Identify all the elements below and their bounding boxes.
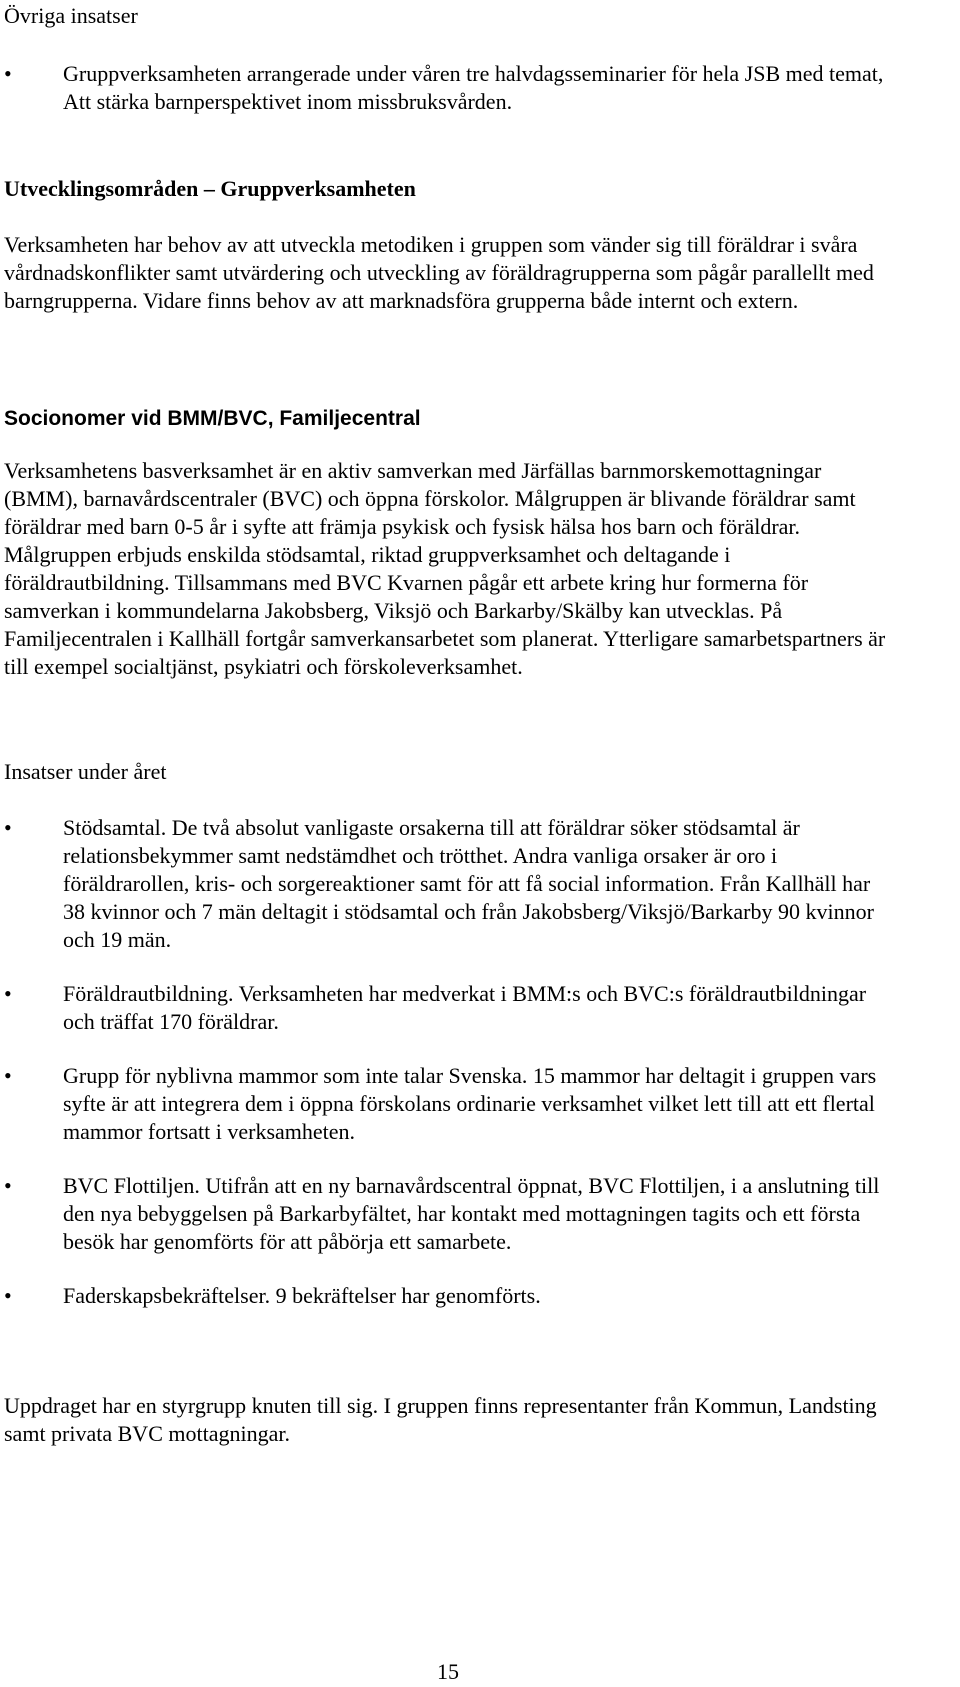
section-heading-ovriga-insatser: Övriga insatser [4, 3, 138, 28]
list-item-text: Stödsamtal. De två absolut vanligaste orsakerna till att föräldrar söker stödsamtal är relationsbekymmer samt nedstämdhet och trötthet. Andra vanliga orsaker är oro i föräldrarollen, kris- och sorgereaktioner samt för att få social information. Från Kallhäll har 38 kvinnor och 7 män deltagit i stödsamtal och från Jakobsberg/Viksjö/Barkarby 90 kvinnor och 19 män. [63, 815, 874, 952]
insatser-under-aret-list [4, 814, 894, 1310]
section-heading-socionomer: Socionomer vid BMM/BVC, Familjecentral [4, 407, 421, 430]
list-item [4, 1172, 894, 1256]
list-item-text: BVC Flottiljen. Utifrån att en ny barnavårdscentral öppnat, BVC Flottiljen, i a anslutning till den nya bebyggelsen på Barkarbyfältet, har kontakt med mottagningen tagits och ett första besök har genomförts för att påbörja ett samarbete. [63, 1173, 880, 1254]
list-item-text: Faderskapsbekräftelser. 9 bekräftelser har genomförts. [63, 1283, 541, 1308]
ovriga-insatser-list [4, 60, 884, 116]
list-item [4, 1282, 894, 1310]
list-item-text: Grupp för nyblivna mammor som inte talar Svenska. 15 mammor har deltagit i gruppen vars syfte är att integrera dem i öppna förskolans ordinarie verksamhet vilket lett till att ett flertal mammor fortsatt i verksamheten. [63, 1063, 877, 1144]
socionomer-body: Verksamhetens basverksamhet är en aktiv samverkan med Järfällas barnmorskemottagningar (BMM), barnavårdscentraler (BVC) och öppna förskolor. Målgruppen är blivande föräldrar samt föräldrar med barn 0-5 år i syfte att främja psykisk och fysisk hälsa hos barn och föräldrar. Målgruppen erbjuds enskilda stödsamtal, riktad gruppverksamhet och deltagande i föräldrautbildning. Tillsammans med BVC Kvarnen pågår ett arbete kring hur formerna för samverkan i kommundelarna Jakobsberg, Viksjö och Barkarby/Skälby kan utvecklas. På Familjecentralen i Kallhäll fortgår samverkansarbetet som planerat. Ytterligare samarbetspartners är till exempel socialtjänst, psykiatri och förskoleverksamhet. [4, 458, 886, 679]
list-item [4, 1062, 894, 1146]
utvecklingsomraden-body: Verksamheten har behov av att utveckla metodiken i gruppen som vänder sig till föräldrar i svåra vårdnadskonflikter samt utvärdering och utveckling av föräldragrupperna som pågår parallellt med barngrupperna. Vidare finns behov av att marknadsföra grupperna både internt och extern. [4, 232, 874, 313]
list-item-text: Föräldrautbildning. Verksamheten har medverkat i BMM:s och BVC:s föräldrautbildningar och träffat 170 föräldrar. [63, 981, 867, 1034]
bullet-icon: • [4, 61, 12, 86]
section-heading-insatser-under-aret: Insatser under året [4, 759, 167, 784]
bullet-icon: • [4, 981, 12, 1006]
section-heading-utvecklingsomraden: Utvecklingsområden – Gruppverksamheten [4, 176, 416, 201]
page-number: 15 [437, 1659, 459, 1684]
list-item [4, 60, 884, 116]
bullet-icon: • [4, 1283, 12, 1308]
list-item-text: Gruppverksamheten arrangerade under våren tre halvdagsseminarier för hela JSB med temat, Att stärka barnperspektivet inom missbruksvården. [63, 61, 884, 114]
bullet-icon: • [4, 1063, 12, 1088]
bullet-icon: • [4, 1173, 12, 1198]
insatser-closing-paragraph: Uppdraget har en styrgrupp knuten till sig. I gruppen finns representanter från Kommun, Landsting samt privata BVC mottagningar. [4, 1393, 877, 1446]
bullet-icon: • [4, 815, 12, 840]
list-item [4, 980, 894, 1036]
list-item [4, 814, 894, 954]
